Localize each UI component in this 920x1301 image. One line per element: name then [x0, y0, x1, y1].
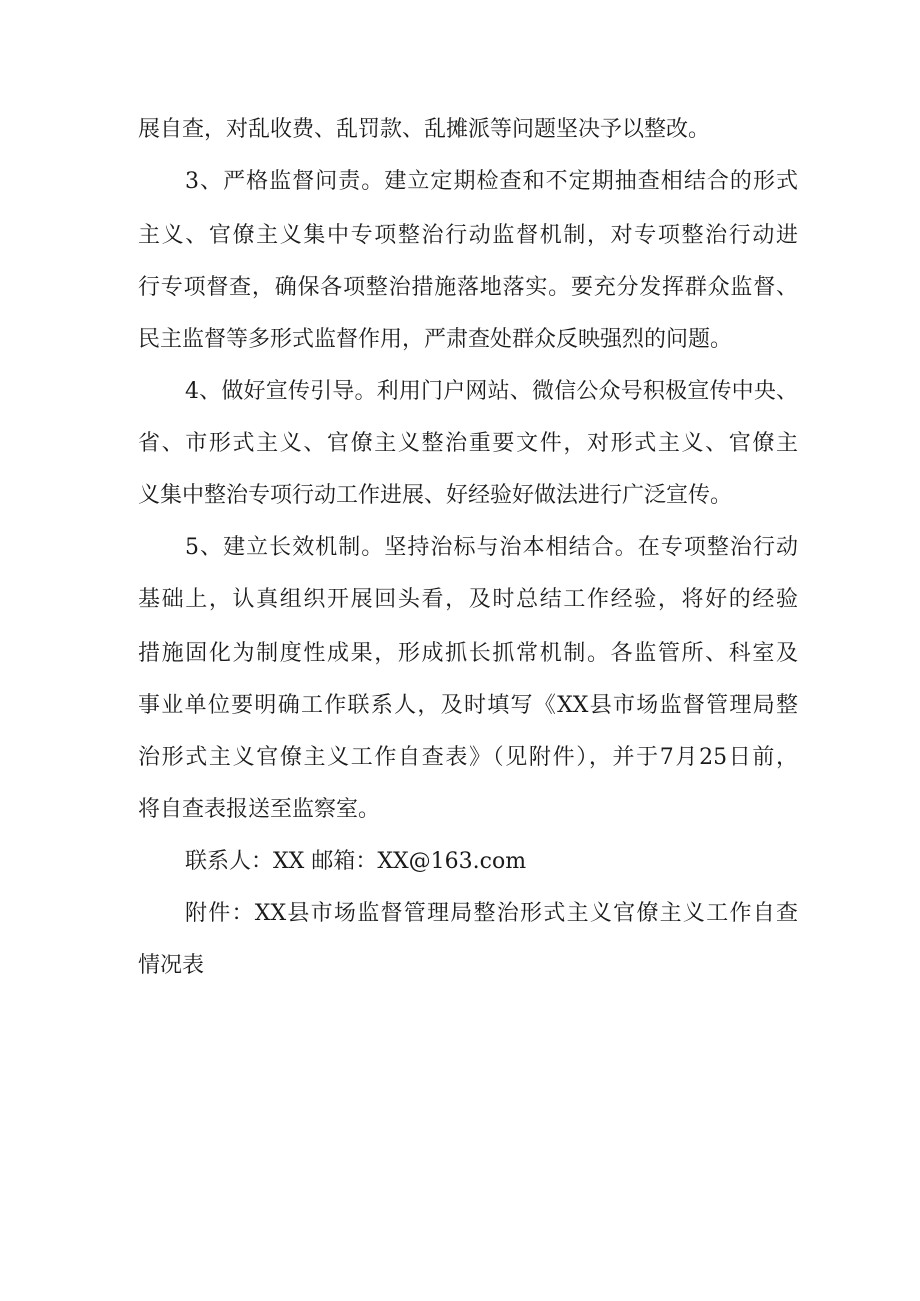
- text-line: 治形式主义官僚主义工作自查表》（见附件），并于7月25日前，: [138, 745, 798, 770]
- text-line: 将自查表报送至监察室。: [138, 797, 381, 822]
- text-line: 民主监督等多形式监督作用，严肃查处群众反映强烈的问题。: [138, 327, 733, 352]
- text-line: 5、建立长效机制。坚持治标与治本相结合。在专项整治行动: [185, 535, 798, 560]
- text-line: 措施固化为制度性成果，形成抓长抓常机制。各监管所、科室及: [138, 641, 798, 666]
- contact-line: 联系人：XX 邮箱：XX@163.com: [185, 849, 527, 874]
- text-line: 主义、官僚主义集中专项整治行动监督机制，对专项整治行动进: [138, 223, 798, 248]
- attachment-line: 附件：XX县市场监督管理局整治形式主义官僚主义工作自查: [185, 901, 798, 926]
- text-line: 事业单位要明确工作联系人，及时填写《XX县市场监督管理局整: [138, 693, 798, 718]
- text-line: 省、市形式主义、官僚主义整治重要文件，对形式主义、官僚主: [138, 431, 798, 456]
- text-line: 义集中整治专项行动工作进展、好经验好做法进行广泛宣传。: [138, 483, 733, 508]
- text-line: 4、做好宣传引导。利用门户网站、微信公众号积极宣传中央、: [185, 379, 798, 404]
- text-line: 基础上，认真组织开展回头看，及时总结工作经验，将好的经验: [138, 587, 798, 612]
- text-line: 展自查，对乱收费、乱罚款、乱摊派等问题坚决予以整改。: [138, 117, 711, 142]
- text-line: 3、严格监督问责。建立定期检查和不定期抽查相结合的形式: [185, 169, 798, 194]
- attachment-line: 情况表: [138, 953, 205, 978]
- text-line: 行专项督查，确保各项整治措施落地落实。要充分发挥群众监督、: [138, 275, 798, 300]
